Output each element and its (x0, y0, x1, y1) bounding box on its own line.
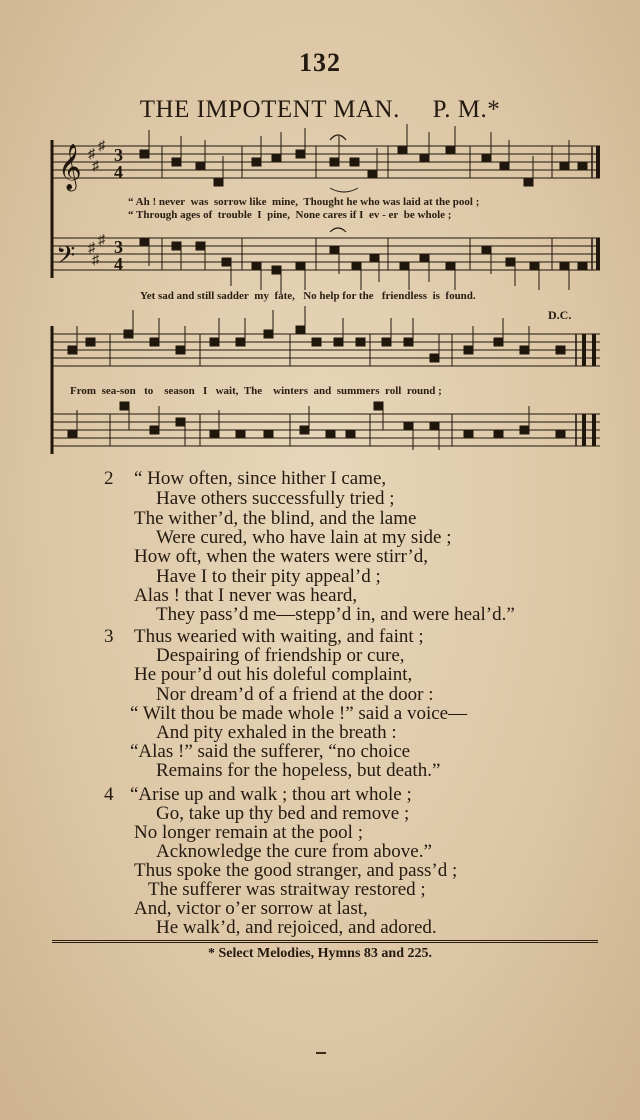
verse-line: He walk’d, and rejoiced, and adored. (156, 917, 437, 938)
bass-notes-2 (68, 402, 565, 450)
lyric-line-1: “ Ah ! never was sorrow like mine, Thought he who was laid at the pool ; (128, 196, 480, 208)
svg-text:3: 3 (114, 237, 123, 257)
verse-line: The sufferer was straitway restored ; (148, 879, 426, 900)
bass-staff-1 (52, 238, 600, 270)
verse-line: “ How often, since hither I came, (134, 468, 387, 489)
verse-line: Alas ! that I never was heard, (134, 585, 358, 606)
music-score (0, 0, 640, 470)
verse-line: “Alas !” said the sufferer, “no choice (130, 741, 411, 762)
verse-line: And pity exhaled in the breath : (156, 722, 397, 743)
svg-text:4: 4 (114, 254, 123, 274)
hymn-title: THE IMPOTENT MAN. (139, 96, 400, 123)
verse-line: The wither’d, the blind, and the lame (134, 508, 417, 529)
sharp-icon: ♯ (88, 147, 95, 162)
treble-clef-icon: 𝄞 (58, 144, 82, 190)
verse-number: 2 (104, 468, 114, 489)
verse-line: No longer remain at the pool ; (134, 822, 363, 843)
verse-line: “Arise up and walk ; thou art whole ; (130, 784, 412, 805)
verse-number: 3 (104, 626, 114, 647)
treble-notes-1 (140, 124, 587, 186)
treble-staff-2 (52, 334, 600, 366)
time-signature-top: 3 (114, 145, 123, 165)
verse-line: Thus wearied with waiting, and faint ; (134, 626, 424, 647)
bass-clef-icon: 𝄢 (56, 241, 76, 276)
verse-line: Go, take up thy bed and remove ; (156, 803, 410, 824)
sharp-icon: ♯ (98, 139, 105, 154)
verse-line: Acknowledge the cure from above.” (156, 841, 432, 862)
footnote: * Select Melodies, Hymns 83 and 225. (208, 946, 432, 961)
sharp-icon: ♯ (92, 253, 99, 268)
system-2 (52, 306, 600, 454)
verse-line: Remains for the hopeless, but death.” (156, 760, 441, 781)
lyric-line-2: “ Through ages of trouble I pine, None cares if I ev - er be whole ; (128, 209, 452, 221)
verse-number: 4 (104, 784, 114, 805)
verse-line: Despairing of friendship or cure, (156, 645, 405, 666)
verse-line: He pour’d out his doleful complaint, (134, 664, 413, 685)
lyric-line-bass: Yet sad and still sadder my fate, No help for the friendless is found. (140, 290, 476, 302)
sharp-icon: ♯ (88, 241, 95, 256)
treble-staff-1 (52, 146, 600, 178)
verse-line: And, victor o’er sorrow at last, (134, 898, 368, 919)
da-capo-mark: D.C. (548, 308, 572, 322)
verse-line: Have I to their pity appeal’d ; (156, 566, 381, 587)
verse-line: They pass’d me—stepp’d in, and were heal’d.” (156, 604, 515, 625)
verse-line: “ Wilt thou be made whole !” said a voice— (130, 703, 468, 724)
sharp-icon: ♯ (92, 159, 99, 174)
verse-line: Nor dream’d of a friend at the door : (156, 684, 434, 705)
verse-line: Were cured, who have lain at my side ; (156, 527, 452, 548)
time-signature-bottom: 4 (114, 162, 123, 182)
page-number: 132 (299, 48, 341, 77)
sharp-icon: ♯ (98, 233, 105, 248)
verse-line: Have others successfully tried ; (156, 488, 395, 509)
hymn-meter: P. M.* (432, 96, 501, 123)
verse-line: Thus spoke the good stranger, and pass’d ; (134, 860, 458, 881)
verse-line: How oft, when the waters were stirr’d, (134, 546, 429, 567)
lyric-line-system-2: From sea-son to season I wait, The winters and summers roll round ; (70, 385, 442, 397)
footnote-divider (52, 940, 598, 943)
ink-mark (316, 1052, 326, 1054)
